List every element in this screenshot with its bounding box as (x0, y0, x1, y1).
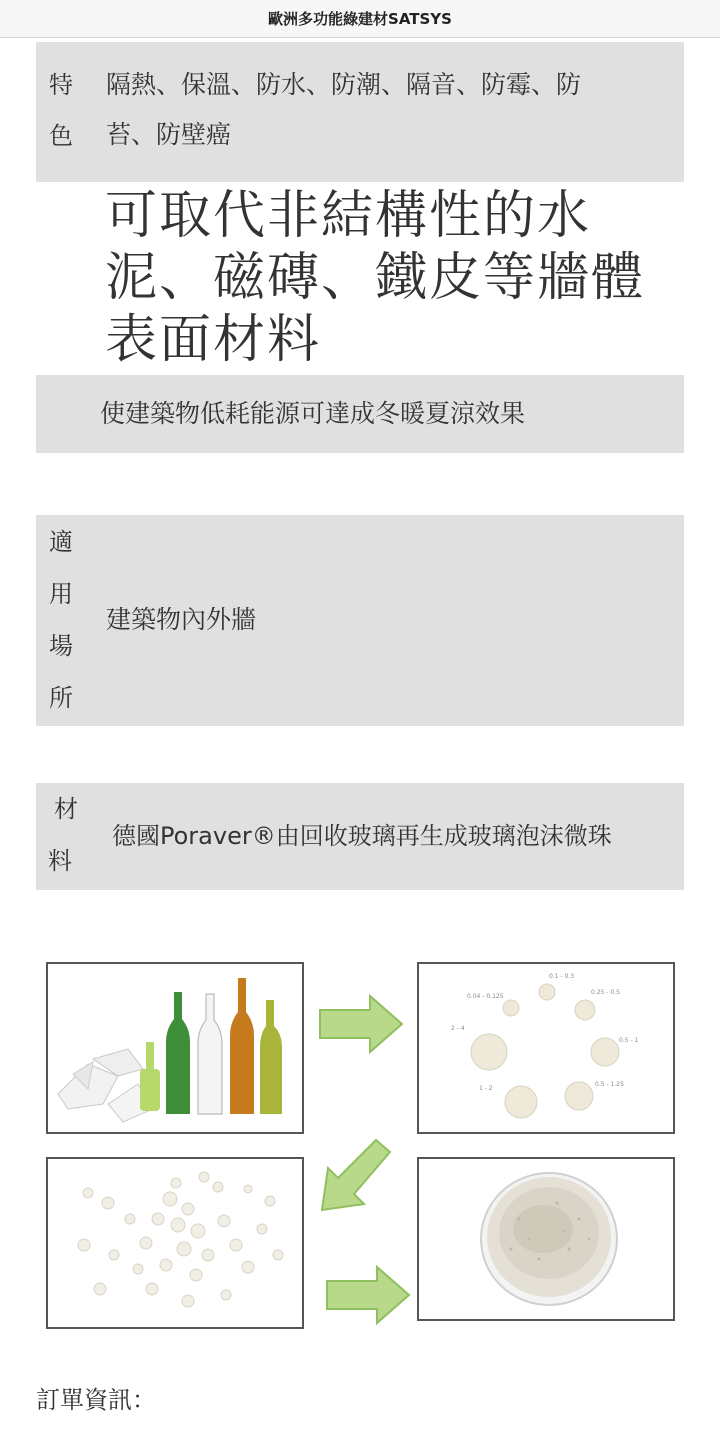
svg-text:0.04 - 0.125: 0.04 - 0.125 (467, 993, 504, 1000)
svg-text:0.5 - 1.25: 0.5 - 1.25 (595, 1081, 624, 1088)
foam-beads-cluster-panel (46, 1157, 304, 1329)
page-title: 歐洲多功能綠建材SATSYS (268, 10, 452, 28)
arrow-right-icon (318, 994, 404, 1054)
glass-bottles-panel (46, 962, 304, 1134)
headline-line: 可取代非結構性的水 (105, 186, 592, 246)
svg-text:0.5 - 1: 0.5 - 1 (619, 1037, 639, 1044)
headline-line: 泥、磁磚、鐵皮等牆體 (105, 248, 646, 308)
material-label: 材 料 (48, 795, 78, 875)
svg-text:0.25 - 0.5: 0.25 - 0.5 (591, 989, 620, 996)
order-info-heading: 訂單資訊： (36, 1386, 156, 1414)
svg-text:2 - 4: 2 - 4 (451, 1025, 465, 1032)
arrow-right-icon (325, 1265, 411, 1325)
features-line: 苔、防壁癌 (106, 120, 232, 149)
svg-text:0.1 - 0.3: 0.1 - 0.3 (549, 973, 575, 980)
usage-label: 適 用 場 所 (49, 528, 73, 712)
headline (105, 185, 695, 371)
top-bar (0, 0, 720, 38)
glass-powder-panel (417, 1157, 675, 1321)
material-text: 德國Poraver®由回收玻璃再生成玻璃泡沫微珠 (112, 822, 612, 850)
features-line: 隔熱、保溫、防水、防潮、隔音、防霉、防 (106, 70, 582, 99)
features-text (106, 60, 581, 160)
glass-bottles-icon (48, 964, 302, 1132)
usage-text: 建築物內外牆 (106, 605, 257, 634)
features-label: 特 色 (49, 71, 73, 150)
headline-line: 表面材料 (105, 310, 322, 370)
svg-text:1 - 2: 1 - 2 (479, 1085, 493, 1092)
foam-beads-cluster-icon (48, 1159, 302, 1327)
foam-beads-sizes-panel (417, 962, 675, 1134)
arrow-down-left-icon (318, 1138, 394, 1214)
foam-beads-sizes-icon (419, 964, 673, 1132)
glass-powder-dish-icon (419, 1159, 673, 1319)
energy-text: 使建築物低耗能源可達成冬暖夏涼效果 (100, 399, 526, 428)
